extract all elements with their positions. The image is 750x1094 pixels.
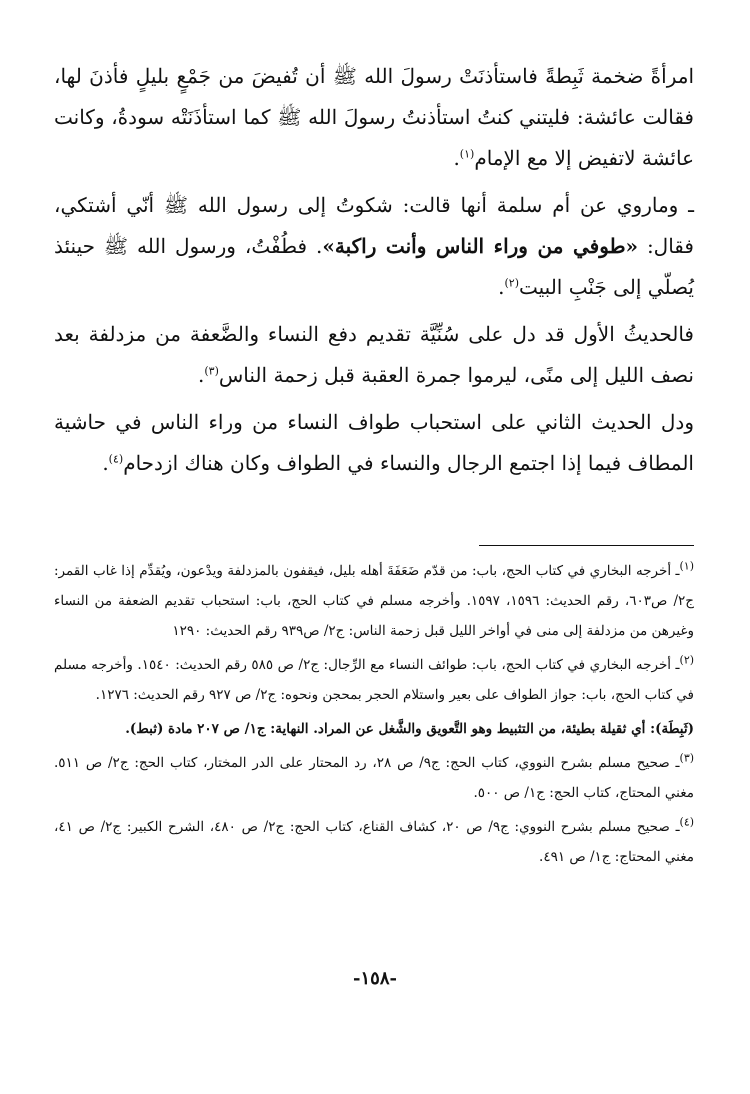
- footnote-1: [54, 556, 694, 646]
- main-text: [54, 56, 694, 490]
- paragraph-2-end: .: [498, 275, 505, 299]
- footnote-1-mark: (١): [679, 559, 694, 573]
- footnote-2-mark: (٢): [679, 653, 695, 667]
- paragraph-1: [54, 56, 694, 179]
- paragraph-2-text-b: . فطُفْتُ، ورسول الله ﷺ حينئذ يُصلّي إلى جَنْبِ البيت: [54, 234, 694, 299]
- footnote-3: [54, 748, 694, 808]
- footnote-3-text: ـ صحيح مسلم بشرح النووي، كتاب الحج: ج٩/ ص ٢٨، رد المحتار على الدر المختار، كتاب الحج: ج٢/ ص ٥١١. مغني المحتاج، كتاب الحج: ج١/ ص ٥٠٠.: [54, 755, 694, 801]
- footnote-gloss: (ثَبِطَة): أي ثقيلة بطيئة، من التثبيط وهو التَّعويق والشَّغل عن المراد. النهاية: ج١/ ص ٢٠٧ مادة (ثبط).: [125, 721, 694, 737]
- footnote-4: [54, 812, 694, 872]
- paragraph-3: [54, 314, 694, 396]
- paragraph-4-text: ودل الحديث الثاني على استحباب طواف النساء من وراء الناس في حاشية المطاف فيما إذا اجتمع الرجال والنساء في الطواف وكان هناك ازدحام: [54, 410, 694, 475]
- footnote-ref-1: (١): [459, 147, 475, 161]
- page-number: -١٥٨-: [353, 968, 397, 989]
- footnote-2-text: ـ أخرجه البخاري في كتاب الحج، باب: طوائف النساء مع الرِّجال: ج٢/ ص ٥٨٥ رقم الحديث: ١٥٤٠. وأخرجه مسلم في كتاب الحج، باب: جواز الطواف على بعير واستلام الحجر بمحجن ونحوه: ج٢/ ص ٩٢٧ رقم الحديث: ١٢٧٦.: [54, 657, 694, 703]
- footnote-ref-2: (٢): [504, 276, 519, 290]
- paragraph-3-text: فالحديثُ الأول قد دل على سُنِّيَّة تقديم دفع النساء والضَّعفة من مزدلفة بعد نصف الليل إلى منًى، ليرموا جمرة العقبة قبل زحمة الناس: [54, 322, 694, 387]
- footnote-divider: [479, 545, 694, 546]
- paragraph-1-text: امرأةً ضخمة ثَبِطةً فاستأذنَتْ رسولَ الله ﷺ أن تُفيضَ من جَمْعٍ بليلٍ فأذنَ لها، فقالت عائشة: فليتني كنتُ استأذنتُ رسولَ الله ﷺ كما استأذَنَتْه سودةُ، وكانت عائشة لاتفيض إلا مع الإمام: [54, 64, 694, 170]
- footnote-1-text: ـ أخرجه البخاري في كتاب الحج، باب: من قدّم ضَعَفَةَ أهله بليل، فيقفون بالمزدلفة ويدْعون، ويُقدِّم إذا غاب القمر: ج٢/ ص٦٠٣، رقم الحديث: ١٥٩٦، ١٥٩٧. وأخرجه مسلم في كتاب الحج، باب: استحباب تقديم الضعفة من النساء وغيرهن من مزدلفة إلى منى في أواخر الليل قبل زحمة الناس: ج٢/ ص٩٣٩ رقم الحديث: ١٢٩٠: [54, 563, 694, 639]
- footnote-2: [54, 650, 694, 710]
- footnote-ref-3: (٣): [204, 364, 219, 378]
- footnote-ref-4: (٤): [108, 452, 124, 466]
- footnote-4-mark: (٤): [679, 815, 695, 829]
- paragraph-2: [54, 185, 694, 308]
- paragraph-2-text-a: ـ وماروي عن أم سلمة أنها قالت: شكوتُ إلى رسول الله ﷺ أنّي أشتكي، فقال:: [54, 193, 694, 258]
- paragraph-4-end: .: [102, 451, 109, 475]
- footnote-3-mark: (٣): [679, 751, 695, 765]
- paragraph-4: [54, 402, 694, 484]
- paragraph-1-end: .: [453, 146, 460, 170]
- footnotes: [54, 556, 694, 876]
- hadith-quote: «طوفي من وراء الناس وأنت راكبة»: [322, 234, 638, 258]
- paragraph-3-end: .: [198, 363, 205, 387]
- footnote-4-text: ـ صحيح مسلم بشرح النووي: ج٩/ ص ٢٠، كشاف القناع، كتاب الحج: ج٢/ ص ٤٨٠، الشرح الكبير: ج٢/ ص ٤١، مغني المحتاج: ج١/ ص ٤٩١.: [54, 819, 694, 865]
